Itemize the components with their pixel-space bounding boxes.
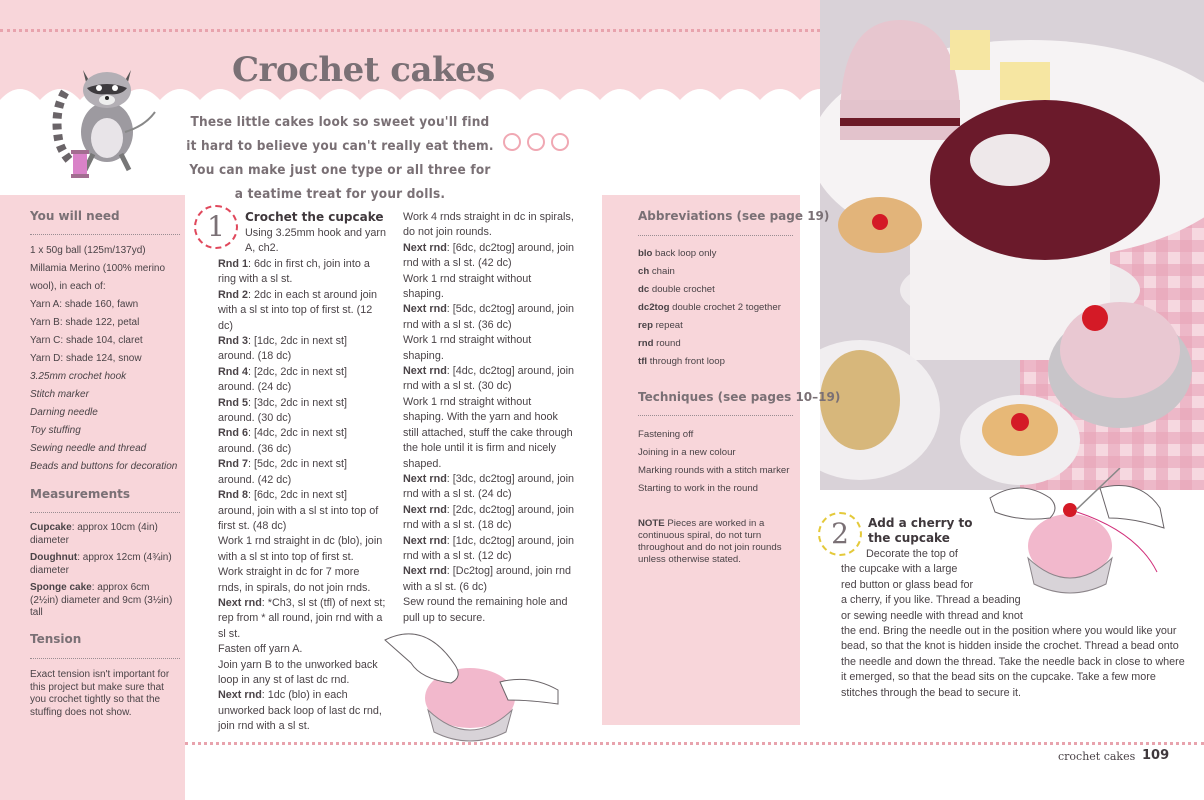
instruction-line [403,364,575,395]
instruction-line [403,534,575,565]
step-2-line: Decorate the top of [866,548,958,560]
instruction-label: Next rnd [218,596,262,609]
instruction-line [218,426,386,457]
technique-item: Starting to work in the round [638,483,758,494]
instruction-label: Rnd 1 [218,258,248,270]
instruction-text: Sew round the remaining hole and pull up to secure. [403,596,568,624]
instruction-text: Fasten off yarn A. [218,643,303,656]
instruction-text: : [3dc, 2dc in next st] around. (30 dc) [218,396,348,425]
tool-item: Darning needle [30,407,98,418]
step-1-column-2 [403,210,575,626]
footer-section-title: crochet cakes [1058,750,1136,763]
instruction-text: Work 1 rnd straight in dc (blo), join with a sl st into top of first st. [218,535,383,563]
instruction-line [218,334,386,365]
instruction-label: Next rnd [403,365,447,378]
tool-item: Sewing needle and thread [30,443,147,454]
technique-item: Fastening off [638,429,694,440]
instruction-text: : [Dc2tog] around, join rnd with a sl st. (6 dc) [403,565,572,593]
instruction-label: Next rnd [403,303,447,316]
step-2-title [868,516,973,546]
instruction-line [218,365,386,396]
abbreviation-item: rep repeat [638,320,683,331]
instruction-label: Next rnd [403,472,447,485]
instruction-line [403,272,575,303]
step-2-line: red button or glass bead for [841,578,974,591]
instruction-text: : *Ch3, sl st (tfl) of next st; rep from * all round, join rnd with a sl st. [218,596,386,640]
divider [30,658,180,659]
instruction-line [403,503,575,534]
measurement-item: Sponge cake: approx 6cm (2½in) diameter and 9cm (3½in) tall [30,582,173,618]
instruction-line [218,534,386,565]
instruction-line [218,596,386,642]
instruction-text: : [1dc, 2dc in next st] around. (18 dc) [218,335,348,363]
tool-item: Toy stuffing [30,425,81,436]
header-dotted-rule [0,29,820,32]
instruction-label: Rnd 4 [218,365,248,378]
step-1-column-1 [218,257,386,735]
measurements-heading: Measurements [30,487,130,501]
page-number: 109 [1142,748,1170,763]
footer-dotted-rule [185,742,1204,745]
step-1-badge: 1 [194,205,238,249]
instruction-text: : [2dc, 2dc in next st] around. (24 dc) [218,365,348,394]
step-2-title-line: Add a cherry to [868,516,973,530]
instruction-line [403,333,575,364]
instruction-line [218,396,386,427]
material-item: Yarn C: shade 104, claret [30,335,143,346]
step-2-line: the cupcake with a large [841,563,958,576]
intro-text: These little cakes look so sweet you'll find it hard to believe you can't really eat them. You can make just one type or all three for a teatime treat for your dolls. [186,114,494,202]
instruction-text: : 2dc in each st around join with a sl st into top of first st. (12 dc) [218,288,378,332]
instruction-label: Rnd 2 [218,288,248,301]
smiley-icon [527,133,545,151]
material-item: Yarn A: shade 160, fawn [30,299,139,310]
instruction-line [218,457,386,488]
instruction-label: Rnd 7 [218,458,248,471]
abbreviation-item: tfl through front loop [638,356,725,367]
instruction-label: Next rnd [403,534,447,547]
instruction-label: Rnd 8 [218,489,248,502]
step-2-badge: 2 [818,512,862,556]
instruction-text: Work 4 rnds straight in dc in spirals, do not join rounds. [403,211,574,239]
instruction-text: : 6dc in first ch, join into a ring with a sl st. [218,258,370,286]
instruction-label: Rnd 6 [218,427,248,440]
abbreviation-item: dc double crochet [638,284,715,295]
instruction-line [218,642,386,657]
tension-text: Exact tension isn't important for this project but make sure that you crochet tightly so that the stuffing does not show. [30,669,170,718]
technique-item: Joining in a new colour [638,447,736,458]
abbreviations-heading: Abbreviations (see page 19) [638,209,830,223]
instruction-line [218,688,386,734]
material-item: 1 x 50g ball (125m/137yd) Millamia Merino (100% merino wool), in each of: [30,245,166,292]
instruction-text: : 1dc (blo) in each unworked back loop of last dc rnd, join rnd with a sl st. [218,689,382,733]
techniques-list [638,426,796,498]
instruction-line [218,488,386,534]
cakes-photo [820,0,1204,490]
step-2-title-line: the cupcake [868,531,950,545]
step-2-line: the needle and down the thread. Take the needle back in close to where [841,655,1185,668]
step-1-intro: Using 3.25mm hook and yarn A, ch2. [245,227,387,255]
abbreviation-item: rnd round [638,338,681,349]
instruction-label: Rnd 3 [218,335,248,348]
step-2-line: it emerged, so that the bead sits on the cupcake. Take a few more [841,671,1156,684]
instruction-text: Work 1 rnd straight without shaping. [403,334,532,362]
instruction-label: Next rnd [403,565,447,578]
instruction-text: Work 1 rnd straight without shaping. With the yarn and hook still attached, stuff the cake through the hole until it is firm and nicely shaped. [403,395,573,470]
divider [638,415,793,416]
abbreviations-list [638,245,796,371]
instruction-line [403,302,575,333]
you-will-need-heading: You will need [30,209,120,223]
smiley-icon [503,133,521,151]
instruction-text: Work straight in dc for 7 more rnds, in spirals, do not join rnds. [218,566,371,594]
instruction-line [403,395,575,472]
page-title: Crochet cakes [232,50,495,90]
instruction-text: : [3dc, dc2tog] around, join rnd with a sl st. (24 dc) [403,472,575,501]
tool-item: Beads and buttons for decoration [30,461,178,472]
materials-list [30,242,180,476]
instruction-text: : [4dc, 2dc in next st] around. (36 dc) [218,427,348,455]
step-2-line: stitches through the bead to secure it. [841,686,1022,699]
instruction-text: : [6dc, dc2tog] around, join rnd with a sl st. (42 dc) [403,241,575,270]
instruction-text: : [6dc, 2dc in next st] around, join with a sl st into top of first st. (48 dc) [218,489,379,532]
instruction-text: : [2dc, dc2tog] around, join rnd with a sl st. (18 dc) [403,503,575,532]
note-text: NOTE Pieces are worked in a continuous spiral, do not turn throughout and do not join rounds unless otherwise stated. [638,518,782,565]
technique-item: Marking rounds with a stitch marker [638,465,790,476]
instruction-label: Next rnd [403,241,447,254]
step-2-line: the end. Bring the needle out in the position where you would like your [841,625,1177,638]
abbreviation-item: blo back loop only [638,248,717,259]
material-item: Yarn B: shade 122, petal [30,317,140,328]
divider [30,512,180,513]
divider [30,234,180,235]
step-2-line: bead, so that the knot is hidden inside the crochet. Thread a bead onto [841,640,1179,653]
step-1-title: Crochet the cupcake [245,210,384,224]
instruction-text: : [5dc, dc2tog] around, join rnd with a sl st. (36 dc) [403,303,575,331]
tool-item: 3.25mm crochet hook [30,371,127,382]
instruction-text: : [1dc, dc2tog] around, join rnd with a sl st. (12 dc) [403,534,575,562]
instruction-line [403,564,575,595]
instruction-text: Work 1 rnd straight without shaping. [403,272,532,301]
instruction-line [403,241,575,272]
material-item: Yarn D: shade 124, snow [30,353,142,364]
abbreviation-item: ch chain [638,266,675,277]
raccoon-illustration [45,52,170,180]
tool-item: Stitch marker [30,389,89,400]
measurement-item: Doughnut: approx 12cm (4¾in) diameter [30,552,172,576]
measurement-item: Cupcake: approx 10cm (4in) diameter [30,522,158,546]
instruction-label: Next rnd [218,689,262,702]
tension-heading: Tension [30,632,82,646]
hands-cherry-illustration [970,468,1170,608]
techniques-heading: Techniques (see pages 10–19) [638,390,841,404]
instruction-line [218,288,386,334]
instruction-line [403,210,575,241]
instruction-text: : [4dc, dc2tog] around, join rnd with a sl st. (30 dc) [403,365,575,393]
abbreviation-item: dc2tog double crochet 2 together [638,302,781,313]
instruction-label: Rnd 5 [218,396,248,409]
hands-cupcake-illustration [380,620,560,750]
measurements-list [30,522,180,620]
instruction-line [218,565,386,596]
smiley-icon [551,133,569,151]
instruction-line [218,257,386,288]
step-2-line: a cherry, if you like. Thread a beading [841,594,1021,607]
step-2-line: or sewing needle with thread and knot [841,609,1023,622]
instruction-line [403,472,575,503]
instruction-label: Next rnd [403,503,447,516]
instruction-line [218,658,386,689]
instruction-text: : [5dc, 2dc in next st] around. (42 dc) [218,458,348,486]
divider [638,235,793,236]
instruction-text: Join yarn B to the unworked back loop in any st of last dc rnd. [218,658,378,686]
